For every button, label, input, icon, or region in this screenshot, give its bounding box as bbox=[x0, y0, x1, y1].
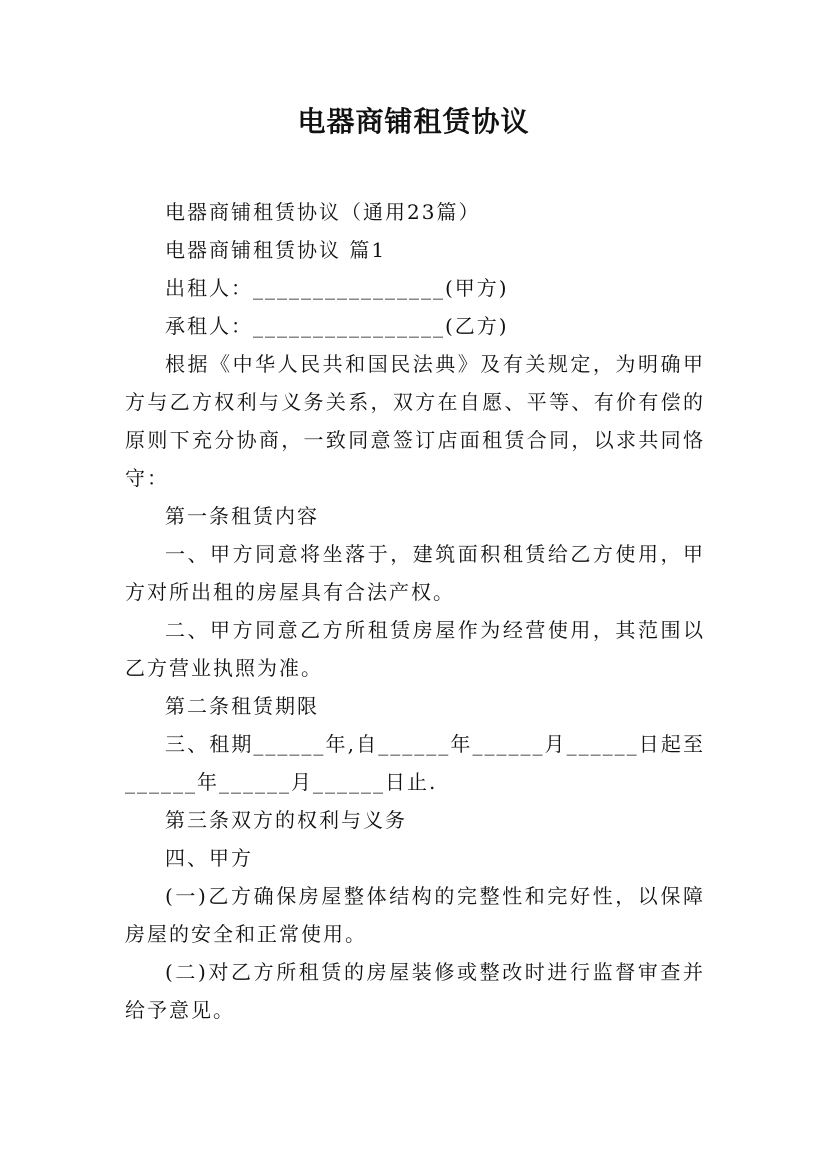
clause-2: 二、甲方同意乙方所租赁房屋作为经营使用，其范围以乙方营业执照为准。 bbox=[125, 618, 705, 680]
clause-1: 一、甲方同意将坐落于，建筑面积租赁给乙方使用，甲方对所出租的房屋具有合法产权。 bbox=[125, 542, 705, 604]
section-heading-2: 第二条租赁期限 bbox=[165, 694, 319, 718]
paragraph-heading-article: 电器商铺租赁协议 篇1 bbox=[165, 238, 387, 262]
subclause-4-2: (二)对乙方所租赁的房屋装修或整改时进行监督审查并给予意见。 bbox=[125, 960, 705, 1022]
document-title: 电器商铺租赁协议 bbox=[297, 105, 530, 138]
clause-3: 三、租期______年,自______年______月______日起至______年______月______日止. bbox=[125, 732, 705, 794]
paragraph-heading-collection: 电器商铺租赁协议（通用23篇） bbox=[165, 200, 481, 224]
clause-4: 四、甲方 bbox=[165, 846, 253, 870]
paragraph-lessee: 承租人：________________(乙方) bbox=[165, 314, 509, 338]
paragraph-preamble: 根据《中华人民共和国民法典》及有关规定，为明确甲方与乙方权利与义务关系，双方在自愿、平等、有价有偿的原则下充分协商，一致同意签订店面租赁合同，以求共同恪守： bbox=[125, 352, 705, 490]
subclause-4-1: (一)乙方确保房屋整体结构的完整性和完好性，以保障房屋的安全和正常使用。 bbox=[125, 884, 705, 946]
section-heading-3: 第三条双方的权利与义务 bbox=[165, 808, 407, 832]
paragraph-lessor: 出租人：________________(甲方) bbox=[165, 276, 509, 300]
section-heading-1: 第一条租赁内容 bbox=[165, 504, 319, 528]
document-body bbox=[125, 193, 705, 1029]
